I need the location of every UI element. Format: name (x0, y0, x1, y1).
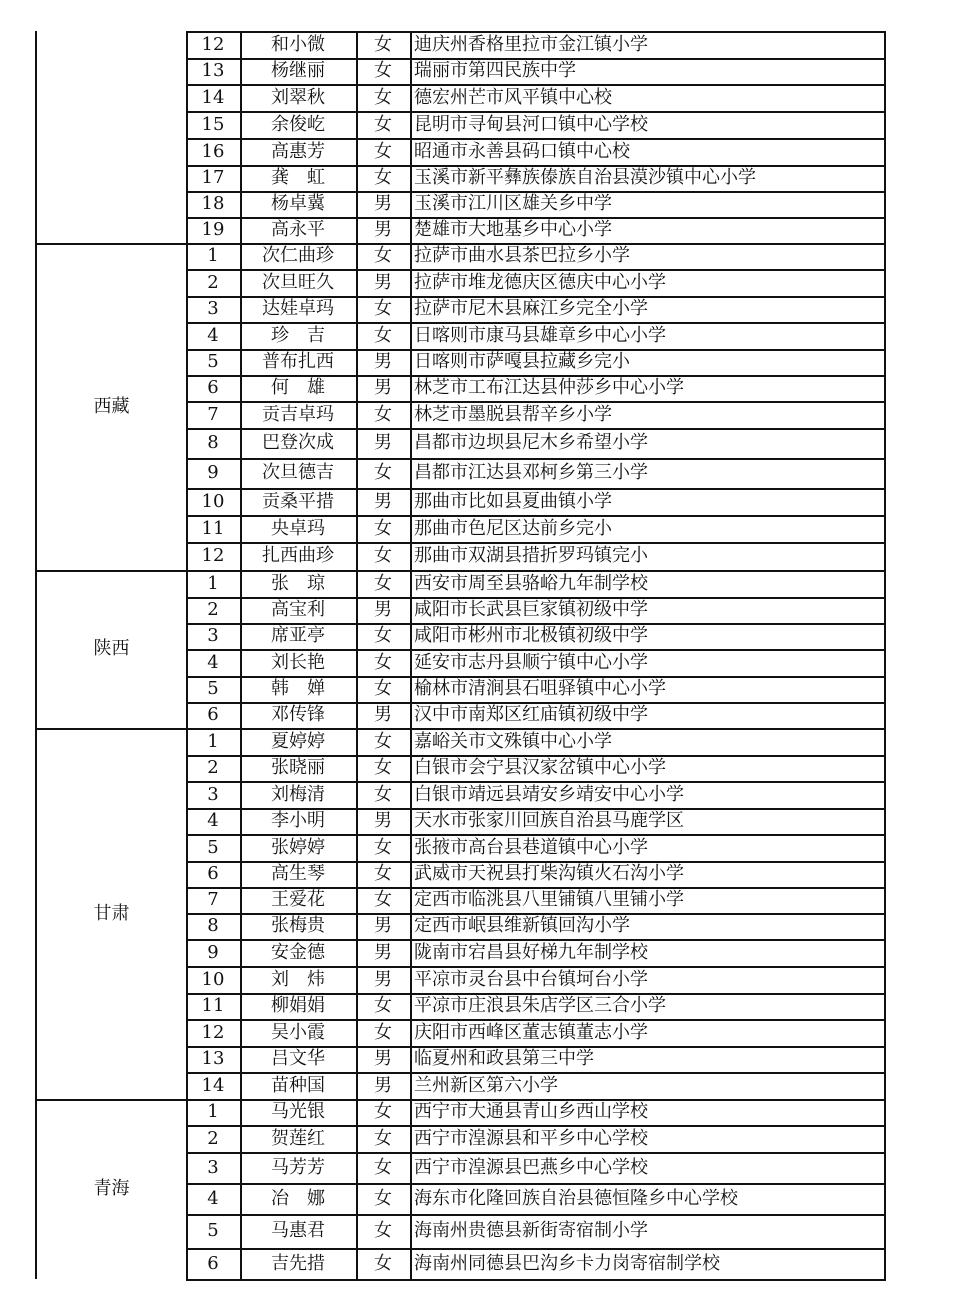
row-number: 8 (207, 432, 219, 453)
school-name: 拉萨市堆龙德庆区德庆中心小学 (414, 271, 666, 293)
gender: 女 (374, 298, 392, 319)
person-name: 贡桑平措 (262, 490, 334, 512)
row-number: 14 (201, 1074, 225, 1096)
row-number: 2 (207, 1127, 219, 1149)
gender: 女 (374, 625, 392, 646)
school-name: 那曲市比如县夏曲镇小学 (414, 490, 612, 512)
person-name: 安金德 (271, 941, 325, 963)
gender: 女 (374, 517, 392, 539)
school-name: 临夏州和政县第三中学 (414, 1048, 594, 1069)
gender: 女 (374, 757, 392, 778)
school-name: 西宁市湟源县和平乡中心学校 (414, 1127, 648, 1149)
gender: 女 (374, 245, 392, 266)
row-number: 19 (201, 219, 225, 240)
row-number: 5 (207, 1220, 219, 1241)
row-number: 3 (207, 298, 219, 319)
school-name: 昌都市边坝县尼木乡希望小学 (414, 432, 648, 453)
row-number: 14 (201, 86, 225, 108)
person-name: 高生琴 (271, 863, 325, 884)
row-number: 10 (201, 490, 225, 512)
person-name: 贡吉卓玛 (262, 403, 334, 425)
person-name: 高宝利 (271, 599, 325, 620)
row-number: 2 (207, 757, 219, 778)
row-number: 17 (201, 167, 225, 188)
person-name: 刘翠秋 (271, 86, 325, 108)
gender: 女 (374, 167, 392, 188)
row-number: 2 (207, 271, 219, 293)
row-number: 13 (201, 60, 225, 81)
row-number: 5 (207, 351, 219, 372)
person-name: 杨继丽 (271, 60, 325, 81)
row-number: 4 (207, 324, 219, 346)
school-name: 拉萨市曲水县茶巴拉乡小学 (414, 245, 630, 266)
gender: 男 (374, 377, 392, 398)
gender: 女 (374, 572, 392, 594)
person-name: 龚 虹 (271, 167, 325, 188)
person-name: 达娃卓玛 (262, 298, 334, 319)
school-name: 定西市岷县维新镇回沟小学 (414, 915, 630, 936)
person-name: 韩 婵 (271, 678, 325, 699)
row-number: 16 (201, 140, 225, 162)
school-name: 延安市志丹县顺宁镇中心小学 (414, 651, 648, 673)
person-name: 吕文华 (271, 1048, 325, 1069)
gender: 女 (374, 324, 392, 346)
person-name: 刘长艳 (271, 651, 325, 673)
gender: 女 (374, 783, 392, 805)
school-name: 西宁市湟源县巴燕乡中心学校 (414, 1156, 648, 1178)
gender: 女 (374, 60, 392, 81)
row-number: 12 (201, 1021, 225, 1043)
person-name: 扎西曲珍 (262, 545, 334, 566)
person-name: 席亚亭 (271, 625, 325, 646)
row-number: 1 (207, 245, 219, 266)
school-name: 海南州同德县巴沟乡卡力岗寄宿制学校 (414, 1252, 720, 1274)
person-name: 普布扎西 (262, 351, 334, 372)
row-number: 2 (207, 599, 219, 620)
row-number: 5 (207, 678, 219, 699)
school-name: 咸阳市长武县巨家镇初级中学 (414, 599, 648, 620)
school-name: 汉中市南郑区红庙镇初级中学 (414, 704, 648, 725)
school-name: 昌都市江达县邓柯乡第三小学 (414, 462, 648, 483)
gender: 女 (374, 140, 392, 162)
row-number: 12 (201, 33, 225, 55)
person-name: 张婷婷 (271, 836, 325, 858)
row-number: 6 (207, 704, 219, 725)
province-label (37, 31, 186, 243)
person-name: 冶 娜 (271, 1187, 325, 1209)
person-name: 贺莲红 (271, 1127, 325, 1149)
gender: 女 (374, 33, 392, 55)
gender: 男 (374, 271, 392, 293)
school-name: 瑞丽市第四民族中学 (414, 60, 576, 81)
gender: 女 (374, 678, 392, 699)
gender: 女 (374, 462, 392, 483)
school-name: 那曲市色尼区达前乡完小 (414, 517, 612, 539)
gender: 男 (374, 1048, 392, 1069)
school-name: 咸阳市彬州市北极镇初级中学 (414, 625, 648, 646)
person-name: 邓传锋 (271, 704, 325, 725)
row-number: 4 (207, 651, 219, 673)
row-number: 7 (207, 889, 219, 910)
gender: 男 (374, 490, 392, 512)
gender: 女 (374, 545, 392, 566)
gender: 女 (374, 403, 392, 425)
province-label: 陕西 (93, 638, 130, 659)
row-number: 11 (201, 517, 225, 539)
school-name: 林芝市工布江达县仲莎乡中心小学 (414, 377, 684, 398)
school-name: 兰州新区第六小学 (414, 1074, 558, 1096)
school-name: 白银市会宁县汉家岔镇中心小学 (414, 757, 666, 778)
person-name: 苗种国 (271, 1074, 325, 1096)
row-number: 15 (201, 113, 225, 135)
row-number: 4 (207, 1187, 219, 1209)
person-name: 次仁曲珍 (262, 245, 334, 266)
row-number: 9 (207, 462, 219, 483)
person-name: 余俊屹 (271, 113, 325, 135)
gender: 女 (374, 836, 392, 858)
province-label: 青海 (93, 1178, 130, 1199)
school-name: 昆明市寻甸县河口镇中心学校 (414, 113, 648, 135)
school-name: 庆阳市西峰区董志镇董志小学 (414, 1021, 648, 1043)
person-name: 吉先措 (271, 1252, 325, 1274)
person-name: 马光银 (271, 1101, 325, 1122)
row-number: 11 (201, 995, 225, 1016)
gender: 女 (374, 651, 392, 673)
person-name: 巴登次成 (262, 432, 334, 453)
gender: 男 (374, 432, 392, 453)
school-name: 拉萨市尼木县麻江乡完全小学 (414, 298, 648, 319)
gender: 女 (374, 1156, 392, 1178)
school-name: 西宁市大通县青山乡西山学校 (414, 1101, 648, 1122)
school-name: 那曲市双湖县措折罗玛镇完小 (414, 545, 648, 566)
gender: 男 (374, 599, 392, 620)
person-name: 刘梅清 (271, 783, 325, 805)
person-name: 夏婷婷 (271, 730, 325, 752)
school-name: 榆林市清涧县石咀驿镇中心小学 (414, 678, 666, 699)
person-name: 李小明 (271, 810, 325, 831)
person-name: 和小微 (271, 33, 325, 55)
person-name: 张晓丽 (271, 757, 325, 778)
person-name: 刘 炜 (271, 968, 325, 990)
row-number: 3 (207, 1156, 219, 1178)
school-name: 陇南市宕昌县好梯九年制学校 (414, 941, 648, 963)
person-name: 杨卓冀 (271, 193, 325, 214)
gender: 女 (374, 113, 392, 135)
school-name: 玉溪市新平彝族傣族自治县漠沙镇中心小学 (414, 167, 756, 188)
school-name: 天水市张家川回族自治县马鹿学区 (414, 810, 684, 831)
school-name: 定西市临洮县八里铺镇八里铺小学 (414, 889, 684, 910)
row-number: 1 (207, 572, 219, 594)
school-name: 日喀则市康马县雄章乡中心小学 (414, 324, 666, 346)
gender: 女 (374, 1220, 392, 1241)
school-name: 楚雄市大地基乡中心小学 (414, 219, 612, 240)
gender: 女 (374, 1021, 392, 1043)
row-number: 12 (201, 545, 225, 566)
gender: 女 (374, 995, 392, 1016)
gender: 男 (374, 704, 392, 725)
row-number: 4 (207, 810, 219, 831)
gender: 女 (374, 1252, 392, 1274)
row-number: 6 (207, 377, 219, 398)
school-name: 林芝市墨脱县帮辛乡小学 (414, 403, 612, 425)
gender: 女 (374, 730, 392, 752)
gender: 男 (374, 810, 392, 831)
row-number: 1 (207, 730, 219, 752)
gender: 男 (374, 193, 392, 214)
gender: 男 (374, 915, 392, 936)
school-name: 嘉峪关市文殊镇中心小学 (414, 730, 612, 752)
person-name: 柳娟娟 (271, 995, 325, 1016)
person-name: 张 琼 (271, 572, 325, 594)
gender: 女 (374, 86, 392, 108)
school-name: 平凉市灵台县中台镇坷台小学 (414, 968, 648, 990)
gender: 女 (374, 863, 392, 884)
row-number: 7 (207, 403, 219, 425)
gender: 男 (374, 968, 392, 990)
row-number: 3 (207, 625, 219, 646)
gender: 女 (374, 1127, 392, 1149)
person-name: 张梅贵 (271, 915, 325, 936)
person-name: 高永平 (271, 219, 325, 240)
school-name: 平凉市庄浪县朱店学区三合小学 (414, 995, 666, 1016)
gender: 女 (374, 1187, 392, 1209)
person-name: 吴小霞 (271, 1021, 325, 1043)
row-number: 5 (207, 836, 219, 858)
row-number: 9 (207, 941, 219, 963)
gender: 男 (374, 941, 392, 963)
province-label: 甘肃 (93, 902, 130, 924)
school-name: 昭通市永善县码口镇中心校 (414, 140, 630, 162)
person-name: 何 雄 (271, 377, 325, 398)
row-number: 8 (207, 915, 219, 936)
province-label: 西藏 (93, 395, 130, 417)
person-name: 次旦旺久 (262, 271, 334, 293)
gender: 男 (374, 351, 392, 372)
school-name: 玉溪市江川区雄关乡中学 (414, 193, 612, 214)
row-number: 18 (201, 193, 225, 214)
school-name: 武威市天祝县打柴沟镇火石沟小学 (414, 863, 684, 884)
row-number: 3 (207, 783, 219, 805)
person-name: 珍 吉 (271, 324, 325, 346)
person-name: 高惠芳 (271, 140, 325, 162)
row-number: 6 (207, 863, 219, 884)
table-bottom-border (186, 1279, 886, 1281)
school-name: 西安市周至县骆峪九年制学校 (414, 572, 648, 594)
person-name: 次旦德吉 (262, 462, 334, 483)
school-name: 海南州贵德县新街寄宿制小学 (414, 1220, 648, 1241)
school-name: 迪庆州香格里拉市金江镇小学 (414, 33, 648, 55)
person-name: 马惠君 (271, 1220, 325, 1241)
school-name: 海东市化隆回族自治县德恒隆乡中心学校 (414, 1187, 738, 1209)
row-number: 10 (201, 968, 225, 990)
row-number: 1 (207, 1101, 219, 1122)
person-name: 央卓玛 (271, 517, 325, 539)
person-name: 王爱花 (271, 889, 325, 910)
gender: 女 (374, 889, 392, 910)
school-name: 日喀则市萨嘎县拉藏乡完小 (414, 351, 630, 372)
row-number: 6 (207, 1252, 219, 1274)
gender: 男 (374, 219, 392, 240)
person-name: 马芳芳 (271, 1156, 325, 1178)
gender: 女 (374, 1101, 392, 1122)
school-name: 白银市靖远县靖安乡靖安中心小学 (414, 783, 684, 805)
school-name: 张掖市高台县巷道镇中心小学 (414, 836, 648, 858)
gender: 男 (374, 1074, 392, 1096)
row-number: 13 (201, 1048, 225, 1069)
school-name: 德宏州芒市风平镇中心校 (414, 86, 612, 108)
